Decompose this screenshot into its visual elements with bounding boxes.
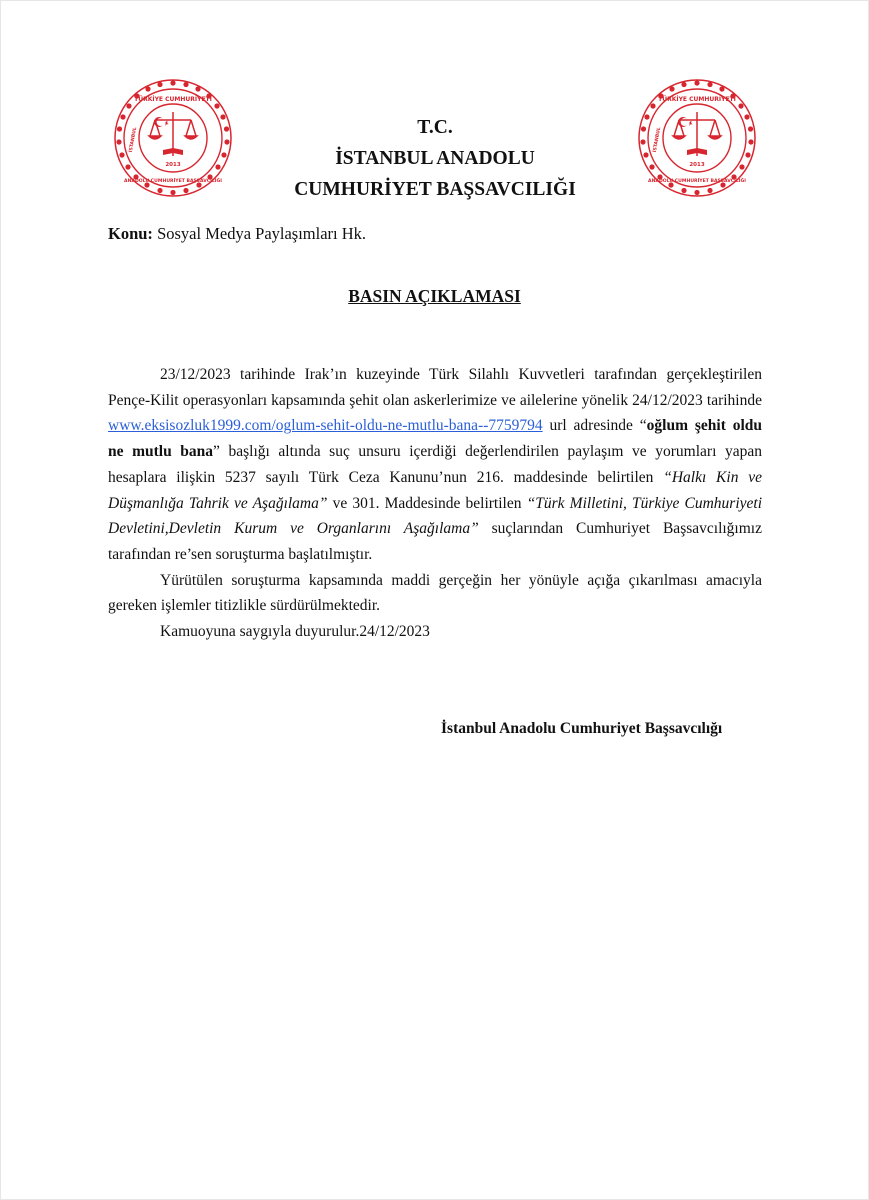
svg-text:ANADOLU CUMHURİYET BAŞSAVCILIĞ: ANADOLU CUMHURİYET BAŞSAVCILIĞI (124, 179, 222, 184)
scales-of-justice-seal-icon (113, 78, 233, 198)
body-paragraph-2: Yürütülen soruşturma kapsamında maddi gerçeğin her yönüyle açığa çıkarılması amacıyla gereken işlemler titizlikle sürdürülmektedir. (108, 571, 762, 615)
svg-text:İSTANBUL: İSTANBUL (128, 126, 139, 153)
svg-text:2013: 2013 (689, 162, 705, 168)
crime-name-1: “Halkı Kin ve Düşmanlığa Tahrik ve Aşağılama” (108, 468, 762, 512)
press-release-title: BASIN AÇIKLAMASI (348, 286, 521, 306)
source-url-link[interactable]: www.eksisozluk1999.com/oglum-sehit-oldu-ne-mutlu-bana--7759794 (108, 417, 543, 435)
header-office: CUMHURİYET BAŞSAVCILIĞI (294, 179, 576, 200)
body-text-segment: url adresinde “ (542, 417, 647, 435)
subject-line (108, 224, 366, 244)
body-paragraph-1 (108, 362, 762, 568)
prosecutor-emblem-left (113, 78, 233, 198)
svg-text:TÜRKİYE CUMHURİYETİ: TÜRKİYE CUMHURİYETİ (658, 96, 736, 103)
document-body (108, 362, 762, 645)
svg-text:İSTANBUL: İSTANBUL (652, 126, 663, 153)
document-header (234, 112, 636, 205)
body-text-segment: ve 301. Maddesinde belirtilen (327, 494, 527, 512)
body-text-segment: suçlarından Cumhuriyet Başsavcılığımız tarafından re’sen soruşturma başlatılmıştır. (108, 520, 762, 563)
header-tc: T.C. (417, 117, 453, 138)
header-city: İSTANBUL ANADOLU (335, 148, 535, 169)
body-text-segment: ” başlığı altında suç unsuru içerdiği değerlendirilen paylaşım ve yorumları yapan hesaplara ilişkin 5237 sayılı Türk Ceza Kanunu’nun 216. maddesinde belirtilen (108, 443, 762, 486)
body-paragraph-3: Kamuoyuna saygıyla duyurulur.24/12/2023 (160, 623, 430, 641)
svg-text:2013: 2013 (165, 162, 181, 168)
svg-text:TÜRKİYE CUMHURİYETİ: TÜRKİYE CUMHURİYETİ (134, 96, 212, 103)
quoted-title: oğlum şehit oldu ne mutlu bana (108, 417, 762, 461)
prosecutor-emblem-right (637, 78, 757, 198)
scales-of-justice-seal-icon (637, 78, 757, 198)
subject-text: Sosyal Medya Paylaşımları Hk. (157, 224, 367, 243)
svg-text:ANADOLU CUMHURİYET BAŞSAVCILIĞ: ANADOLU CUMHURİYET BAŞSAVCILIĞI (648, 179, 746, 184)
subject-label: Konu: (108, 224, 153, 243)
crime-name-2: “Türk Milletini, Türkiye Cumhuriyeti Devletini,Devletin Kurum ve Organlarını Aşağılama” (108, 494, 763, 538)
body-text-segment: 23/12/2023 tarihinde Irak’ın kuzeyinde Türk Silahlı Kuvvetleri tarafından gerçekleştirilen Pençe-Kilit operasyonları kapsamında şehit olan askerlerimize ve ailelerine yönelik 24/12/2023 tarihinde (108, 366, 762, 409)
signature: İstanbul Anadolu Cumhuriyet Başsavcılığı (441, 720, 723, 737)
